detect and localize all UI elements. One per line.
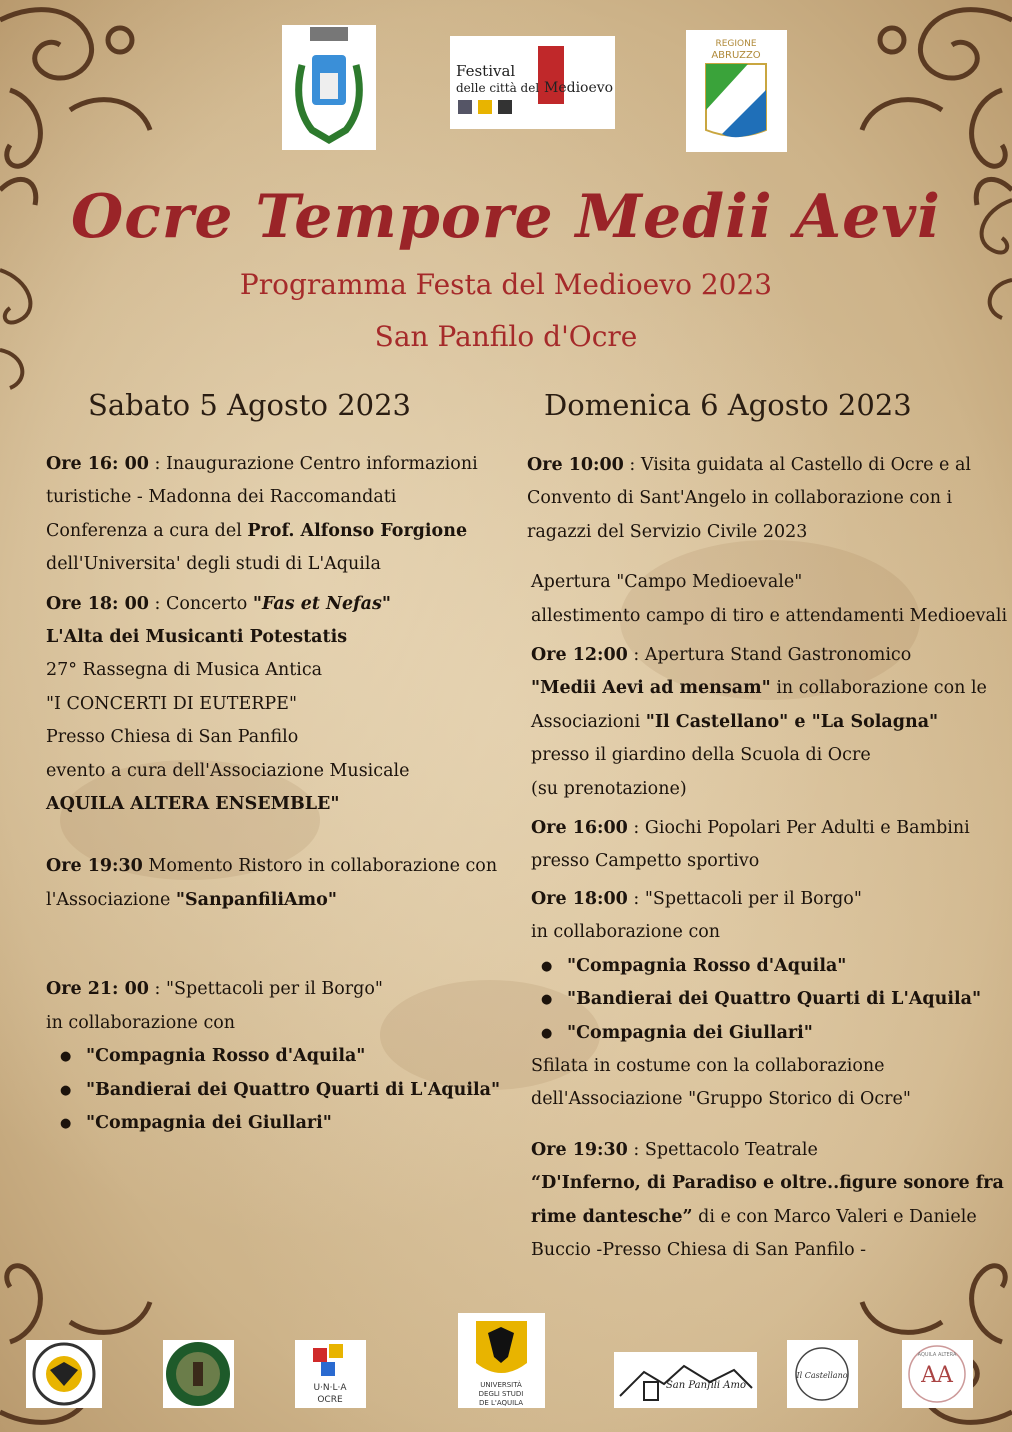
program-line: L'Alta dei Musicanti Potestatis bbox=[46, 627, 348, 648]
program-line: 27° Rassegna di Musica Antica bbox=[46, 660, 323, 681]
list-item: ● "Compagnia Rosso d'Aquila" bbox=[46, 1040, 496, 1073]
program-line: presso Campetto sportivo bbox=[531, 851, 760, 872]
event-text: : Concerto bbox=[148, 593, 253, 614]
program-line: in collaborazione con bbox=[46, 1012, 236, 1033]
program-line: dell'Universita' degli studi di L'Aquila bbox=[46, 554, 381, 575]
program-line: Presso Chiesa di San Panfilo bbox=[46, 727, 299, 748]
program-line bbox=[527, 672, 997, 705]
program-line bbox=[527, 449, 997, 482]
program-line: evento a cura dell'Associazione Musicale bbox=[46, 760, 410, 781]
event-time: Ore 21: 00 bbox=[46, 979, 149, 1000]
event-text: in collaborazione con le bbox=[770, 678, 987, 699]
comune-ocre-crest-logo bbox=[282, 25, 376, 150]
associazione-green-logo bbox=[163, 1340, 234, 1408]
corner-ornament-top-left bbox=[0, 0, 170, 210]
program-line bbox=[527, 883, 997, 916]
program-line: "I CONCERTI DI EUTERPE" bbox=[46, 693, 298, 714]
event-text: Associazioni bbox=[531, 711, 646, 732]
il-castellano-logo bbox=[787, 1340, 858, 1408]
program-line: dell'Associazione "Gruppo Storico di Ocre" bbox=[531, 1089, 911, 1110]
concert-title: "Fas et Nefas" bbox=[252, 593, 391, 614]
aquila-altera-logo bbox=[902, 1340, 973, 1408]
sunday-heading: Domenica 6 Agosto 2023 bbox=[544, 388, 912, 422]
association-name: "SanpanfiliAmo" bbox=[175, 889, 337, 910]
svg-text:DE L'AQUILA: DE L'AQUILA bbox=[478, 1399, 524, 1407]
event-text: : "Spettacoli per il Borgo" bbox=[148, 979, 383, 1000]
svg-text:Festival: Festival bbox=[456, 62, 516, 80]
program-line: Buccio -Presso Chiesa di San Panfilo - bbox=[531, 1239, 867, 1260]
event-text: di e con Marco Valeri e Daniele bbox=[692, 1206, 977, 1227]
program-line: Sfilata in costume con la collaborazione bbox=[531, 1055, 885, 1076]
program-line: “D'Inferno, di Paradiso e oltre..figure sonore fra bbox=[531, 1173, 1004, 1194]
sunday-program bbox=[527, 449, 1008, 1267]
svg-text:AA: AA bbox=[921, 1363, 953, 1388]
program-line: AQUILA ALTERA ENSEMBLE" bbox=[46, 794, 340, 815]
speaker-name: Prof. Alfonso Forgione bbox=[247, 520, 468, 541]
svg-text:delle città del: delle città del bbox=[456, 81, 540, 95]
svg-text:OCRE: OCRE bbox=[317, 1395, 343, 1405]
program-line bbox=[527, 1201, 997, 1234]
program-line bbox=[46, 448, 496, 481]
event-time: Ore 19:30 bbox=[531, 1139, 628, 1160]
poster-title: Ocre Tempore Medii Aevi bbox=[71, 182, 941, 252]
list-item: ● "Compagnia Rosso d'Aquila" bbox=[527, 950, 997, 983]
program-line: in collaborazione con bbox=[531, 922, 721, 943]
poster-location: San Panfilo d'Ocre bbox=[374, 320, 638, 353]
event-text: : Apertura Stand Gastronomico bbox=[627, 645, 912, 666]
svg-text:San Panfili Amo: San Panfili Amo bbox=[665, 1380, 747, 1391]
svg-text:AQUILA ALTERA: AQUILA ALTERA bbox=[917, 1352, 957, 1358]
saturday-heading: Sabato 5 Agosto 2023 bbox=[88, 388, 411, 422]
program-line: Convento di Sant'Angelo in collaborazione con i bbox=[527, 488, 953, 509]
program-line: Apertura "Campo Medioevale" bbox=[531, 572, 803, 593]
event-text: : "Spettacoli per il Borgo" bbox=[627, 888, 862, 909]
svg-text:Medioevo: Medioevo bbox=[544, 80, 614, 96]
event-time: Ore 10:00 bbox=[527, 455, 624, 475]
program-line bbox=[527, 1134, 997, 1167]
program-line bbox=[46, 850, 496, 883]
program-line: ragazzi del Servizio Civile 2023 bbox=[527, 521, 808, 542]
stand-name: "Medii Aevi ad mensam" bbox=[531, 678, 771, 699]
program-line: turistiche - Madonna dei Raccomandati bbox=[46, 487, 397, 508]
regione-abruzzo-logo bbox=[686, 30, 787, 152]
list-item: ● "Compagnia dei Giullari" bbox=[527, 1017, 997, 1050]
svg-text:DEGLI STUDI: DEGLI STUDI bbox=[478, 1390, 524, 1398]
svg-text:Il Castellano: Il Castellano bbox=[796, 1371, 848, 1380]
program-line bbox=[46, 515, 496, 548]
program-line: presso il giardino della Scuola di Ocre bbox=[531, 745, 871, 766]
unla-ocre-logo bbox=[295, 1340, 366, 1408]
program-line bbox=[527, 812, 997, 845]
event-time: Ore 12:00 bbox=[531, 645, 628, 666]
event-text: l'Associazione bbox=[46, 889, 176, 910]
festival-citta-medioevo-logo bbox=[450, 36, 615, 129]
svg-text:U·N·L·A: U·N·L·A bbox=[313, 1383, 347, 1393]
corner-ornament-top-right bbox=[842, 0, 1012, 210]
event-text: Momento Ristoro in collaborazione con bbox=[142, 856, 498, 877]
poster-subtitle: Programma Festa del Medioevo 2023 bbox=[239, 268, 773, 301]
show-title: rime dantesche” bbox=[531, 1206, 693, 1227]
program-line bbox=[46, 588, 496, 621]
event-text: : Inaugurazione Centro informazioni bbox=[148, 454, 478, 474]
universita-laquila-logo bbox=[458, 1313, 545, 1408]
sanpanfiliamo-logo bbox=[614, 1352, 757, 1408]
event-text: Conferenza a cura del bbox=[46, 520, 248, 541]
program-line bbox=[46, 973, 496, 1006]
association-name: "Il Castellano" e "La Solagna" bbox=[645, 711, 939, 732]
list-item: ● "Bandierai dei Quattro Quarti di L'Aquila" bbox=[46, 1074, 496, 1107]
svg-text:UNIVERSITÀ: UNIVERSITÀ bbox=[480, 1381, 522, 1389]
event-time: Ore 18:00 bbox=[531, 888, 628, 909]
list-item: ● "Compagnia dei Giullari" bbox=[46, 1107, 496, 1140]
event-time: Ore 18: 00 bbox=[46, 593, 149, 614]
saturday-program bbox=[46, 448, 501, 1140]
svg-text:REGIONE: REGIONE bbox=[715, 39, 757, 49]
event-text: : Spettacolo Teatrale bbox=[627, 1139, 818, 1160]
event-time: Ore 19:30 bbox=[46, 856, 143, 877]
svg-text:ABRUZZO: ABRUZZO bbox=[711, 50, 761, 61]
program-line bbox=[527, 639, 997, 672]
program-line: (su prenotazione) bbox=[531, 778, 687, 799]
event-time: Ore 16:00 bbox=[531, 818, 628, 839]
list-item: ● "Bandierai dei Quattro Quarti di L'Aquila" bbox=[527, 983, 997, 1016]
event-text: : Visita guidata al Castello di Ocre e al bbox=[623, 455, 971, 475]
protezione-civile-logo bbox=[26, 1340, 102, 1408]
program-line bbox=[527, 706, 997, 739]
program-line bbox=[46, 884, 496, 917]
event-time: Ore 16: 00 bbox=[46, 454, 149, 474]
program-line: allestimento campo di tiro e attendamenti Medioevali bbox=[531, 605, 1008, 626]
event-text: : Giochi Popolari Per Adulti e Bambini bbox=[627, 818, 970, 839]
